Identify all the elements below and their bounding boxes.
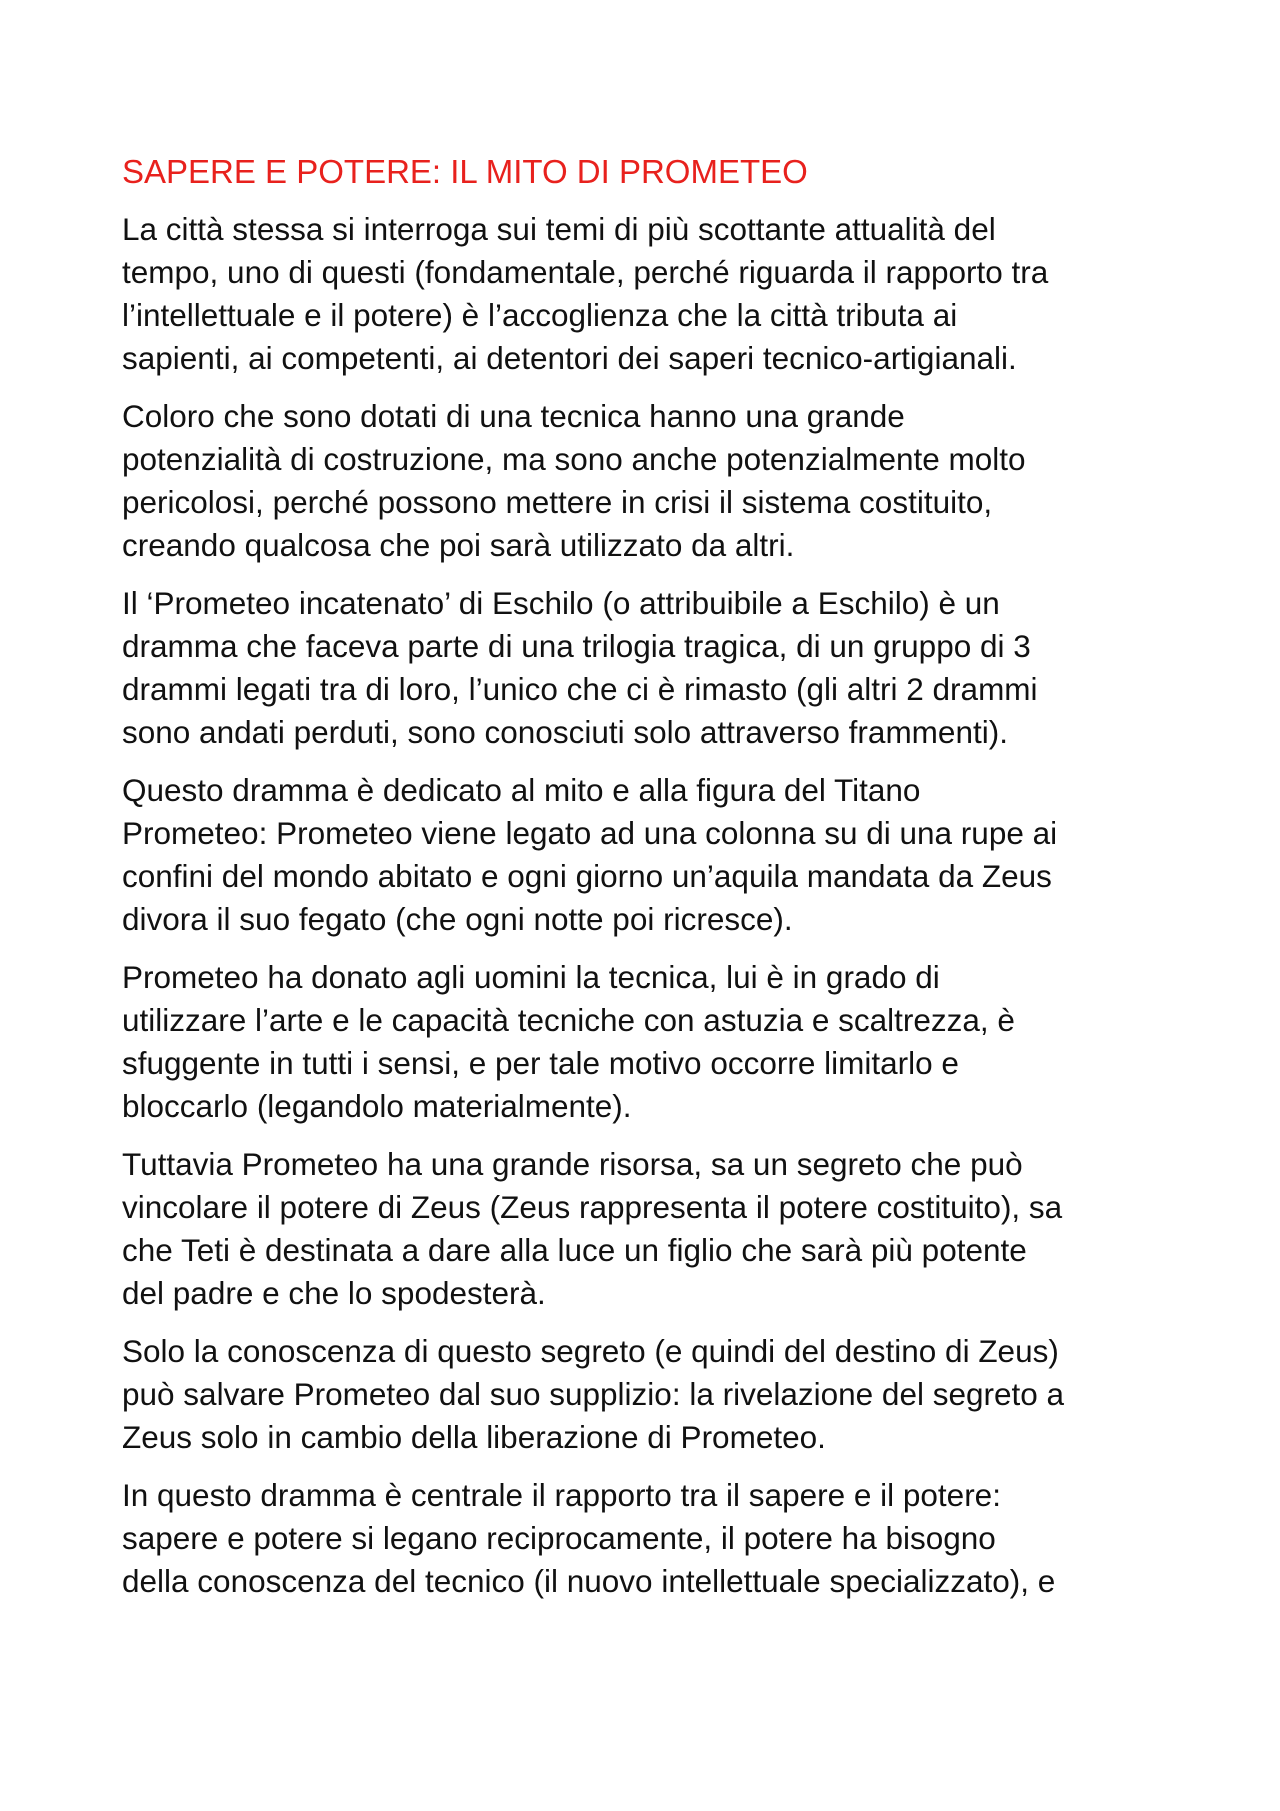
paragraph-line: creando qualcosa che poi sarà utilizzato da altri.	[122, 527, 795, 563]
paragraph-6	[122, 1143, 1182, 1315]
paragraph-line: In questo dramma è centrale il rapporto tra il sapere e il potere:	[122, 1477, 1001, 1513]
paragraph-1	[122, 208, 1182, 380]
paragraph-line: Questo dramma è dedicato al mito e alla figura del Titano	[122, 772, 921, 808]
paragraph-5	[122, 956, 1182, 1128]
paragraph-line: sfuggente in tutti i sensi, e per tale motivo occorre limitarlo e	[122, 1045, 959, 1081]
paragraph-line: confini del mondo abitato e ogni giorno un’aquila mandata da Zeus	[122, 858, 1052, 894]
paragraph-line: pericolosi, perché possono mettere in crisi il sistema costituito,	[122, 484, 993, 520]
paragraph-line: l’intellettuale e il potere) è l’accoglienza che la città tributa ai	[122, 297, 958, 333]
paragraph-line: tempo, uno di questi (fondamentale, perché riguarda il rapporto tra	[122, 254, 1049, 290]
paragraph-3	[122, 582, 1182, 754]
paragraph-line: Tuttavia Prometeo ha una grande risorsa, sa un segreto che può	[122, 1146, 1023, 1182]
paragraph-line: Solo la conoscenza di questo segreto (e quindi del destino di Zeus)	[122, 1333, 1059, 1369]
paragraph-line: potenzialità di costruzione, ma sono anche potenzialmente molto	[122, 441, 1026, 477]
paragraph-line: che Teti è destinata a dare alla luce un figlio che sarà più potente	[122, 1232, 1027, 1268]
paragraph-line: drammi legati tra di loro, l’unico che ci è rimasto (gli altri 2 drammi	[122, 671, 1038, 707]
paragraph-8	[122, 1474, 1182, 1603]
document-body	[122, 150, 1182, 1618]
paragraph-line: Zeus solo in cambio della liberazione di Prometeo.	[122, 1419, 826, 1455]
paragraph-line: vincolare il potere di Zeus (Zeus rappresenta il potere costituito), sa	[122, 1189, 1063, 1225]
paragraph-7	[122, 1330, 1182, 1459]
paragraph-line: della conoscenza del tecnico (il nuovo intellettuale specializzato), e	[122, 1563, 1056, 1599]
paragraph-2	[122, 395, 1182, 567]
paragraph-4	[122, 769, 1182, 941]
document-title: SAPERE E POTERE: IL MITO DI PROMETEO	[122, 153, 808, 190]
paragraph-line: bloccarlo (legandolo materialmente).	[122, 1088, 632, 1124]
paragraph-line: sono andati perduti, sono conosciuti solo attraverso frammenti).	[122, 714, 1008, 750]
paragraph-line: Prometeo ha donato agli uomini la tecnica, lui è in grado di	[122, 959, 940, 995]
paragraph-line: dramma che faceva parte di una trilogia tragica, di un gruppo di 3	[122, 628, 1031, 664]
paragraph-line: sapienti, ai competenti, ai detentori dei saperi tecnico-artigianali.	[122, 340, 1017, 376]
paragraph-line: La città stessa si interroga sui temi di più scottante attualità del	[122, 211, 996, 247]
paragraph-line: Coloro che sono dotati di una tecnica hanno una grande	[122, 398, 905, 434]
paragraph-line: divora il suo fegato (che ogni notte poi ricresce).	[122, 901, 793, 937]
paragraph-line: può salvare Prometeo dal suo supplizio: la rivelazione del segreto a	[122, 1376, 1065, 1412]
paragraph-line: sapere e potere si legano reciprocamente, il potere ha bisogno	[122, 1520, 996, 1556]
paragraph-line: Prometeo: Prometeo viene legato ad una colonna su di una rupe ai	[122, 815, 1058, 851]
paragraph-line: utilizzare l’arte e le capacità tecniche con astuzia e scaltrezza, è	[122, 1002, 1015, 1038]
paragraph-line: del padre e che lo spodesterà.	[122, 1275, 546, 1311]
paragraph-line: Il ‘Prometeo incatenato’ di Eschilo (o attribuibile a Eschilo) è un	[122, 585, 1000, 621]
